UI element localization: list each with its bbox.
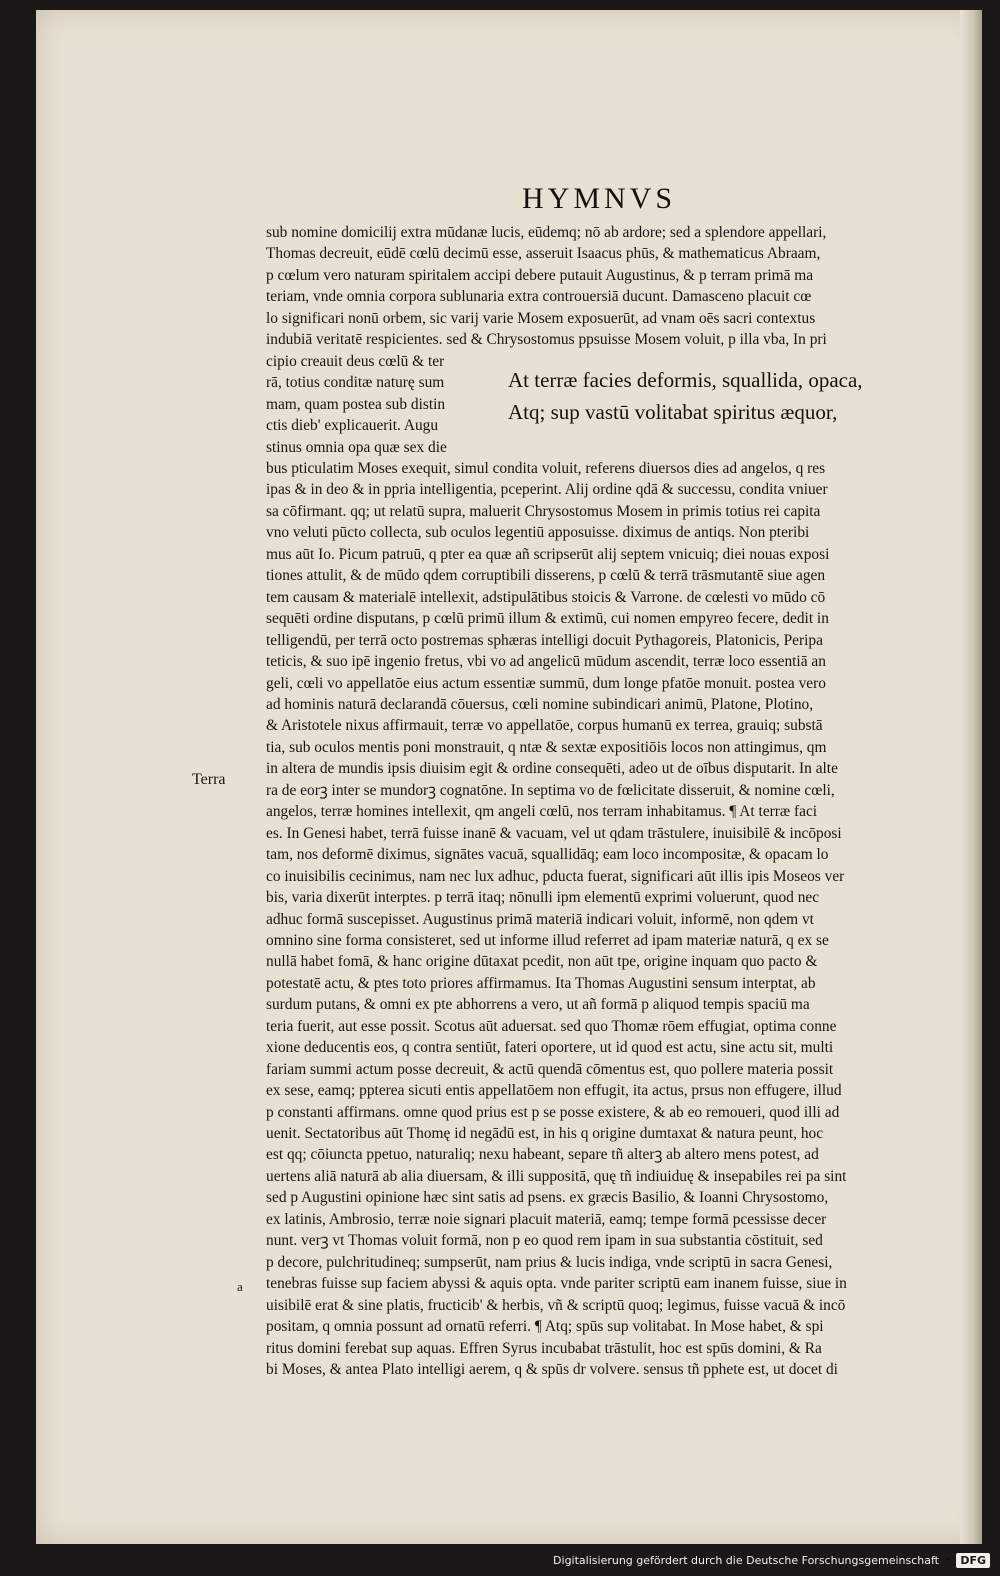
text-line: adhuc formā suscepisset. Augustinus primā materiā indicari voluit, informē, non qdem vt (266, 910, 814, 928)
text-line: nunt. verꝫ vt Thomas voluit formā, non p eo quod rem ipam in sua substantia cōstituit, sed (266, 1232, 823, 1250)
text-line: mam, quam postea sub distin (266, 395, 446, 413)
text-line: tam, nos deformē diximus, signātes vacuā, squallidāq; eam loco incompositæ, & opacam lo (266, 846, 829, 864)
text-line: surdum putans, & omni ex pte abhorrens a vero, ut añ formā p aliquod tempis spaciū ma (266, 996, 810, 1014)
text-line: vno veluti pūcto collecta, sub oculos legentiū apposuisse. diximus de antiqs. Non pteribi (266, 524, 810, 542)
text-line: teria fuerit, aut esse possit. Scotus aūt aduersat. sed quo Thomæ rōem effugiat, optima conne (266, 1017, 837, 1035)
text-line: co inuisibilis cecinimus, nam nec lux adhuc, pducta fuerat, significari aūt illis ipis Moseos ver (266, 867, 845, 885)
text-line: positam, q omnia possunt ad ornatū referri. ¶ Atq; spūs sup volitabat. In Mose habet, & spi (266, 1318, 824, 1336)
text-line: tia, sub oculos mentis poni monstrauit, q ntæ & sextæ expositiōis locos non attingimus, qm (266, 738, 827, 756)
text-line: fariam summi actum posse decreuit, & actū quendā cōmentus est, quo pollere materia possit (266, 1060, 834, 1078)
text-line: potestatē actu, & ptes toto priores affirmamus. Ita Thomas Augustini sensum interptat, ab (266, 974, 816, 992)
text-line: sed p Augustini opinione hæc sint satis ad psens. ex græcis Basilio, & Ioanni Chrysostomo, (266, 1189, 829, 1207)
text-line: ipas & in deo & in ppria intelligentia, pceperint. Alij ordine qdā & successu, condita vniuer (266, 481, 828, 499)
text-line: omnino sine forma consisteret, sed ut informe illud referret ad ipam materiæ naturā, q ex se (266, 931, 829, 949)
footer-text: Digitalisierung gefördert durch die Deutsche Forschungsgemeinschaft (553, 1553, 939, 1567)
footer-bar (0, 1544, 1000, 1576)
text-line: bus pticulatim Moses exequit, simul condita voluit, referens diuersos dies ad angelos, q res (266, 459, 826, 477)
text-line: teticis, & suo ipē ingenio fretus, vbi vo ad angelicū mūdum ascendit, terræ loco essentiā an (266, 653, 826, 671)
text-line: & Aristotele nixus affirmauit, terræ vo appellatōe, corpus humanū ex terrea, grauiq; substā (266, 717, 823, 735)
text-line: sub nomine domicilij extra mūdanæ lucis, eūdemq; nō ab ardore; sed a splendore appellari, (266, 224, 827, 241)
text-line: es. In Genesi habet, terrā fuisse inanē & vacuam, vel ut qdam trāstulere, inuisibilē & incōposi (266, 824, 842, 842)
text-line: indubiā veritatē respicientes. sed & Chrysostomus ppsuisse Mosem voluit, p illa vba, In pri (266, 331, 827, 349)
verse-block (508, 364, 938, 428)
book-page (36, 10, 982, 1544)
text-line: tem causam & materialē intellexit, adstipulātibus stoicis & Varrone. de cœlesti vo mūdo cō (266, 588, 826, 606)
text-line: bis, varia dixerūt interptes. p terrā itaq; nōnulli ipm elementū exprimi voluerunt, quod nec (266, 889, 820, 907)
verse-line: At terræ facies deformis, squallida, opaca, (508, 368, 863, 392)
text-line: nullā habet fomā, & hanc origine dūtaxat pcedit, non aūt tpe, origine inquam quo pacto & (266, 953, 818, 971)
text-line: sa cōfirmant. qq; ut relatū supra, maluerit Chrysostomus Mosem in primis totius rei capita (266, 502, 821, 520)
text-line: bi Moses, & antea Plato intelligi aerem, q & spūs dr volvere. sensus tñ pphete est, ut docet di (266, 1361, 838, 1379)
text-line: geli, cœli vo appellatōe eius actum essentiæ summū, dum longe pfatōe monuit. postea vero (266, 674, 826, 692)
page-edge (960, 10, 982, 1544)
text-line: tiones attulit, & de mūdo qdem corruptibili disserens, p cœlū & terrā trāsmutantē siue agen (266, 567, 826, 585)
dfg-logo: DFG (956, 1553, 990, 1568)
text-line: p decore, pulchritudineq; sumpserūt, nam prius & lucis indiga, vnde scriptū in sacra Genesi, (266, 1253, 833, 1271)
text-line: ex latinis, Ambrosio, terræ noie signari placuit materiā, eamq; tempe formā pcessisse decer (266, 1210, 827, 1228)
text-line: ctis dieb' explicauerit. Augu (266, 417, 439, 435)
text-line: p constanti affirmans. omne quod prius est p se posse existere, & ab eo remoueri, quod illi ad (266, 1103, 840, 1121)
text-line: lo significari nonū orbem, sic varij varie Mosem exposuerūt, ad vnam oēs sacri contextus (266, 309, 816, 327)
text-line: teriam, vnde omnia corpora sublunaria extra controuersiā ducunt. Damasceno placuit cœ (266, 288, 812, 306)
text-line: est qq; cōiuncta ppetuo, naturaliq; nexu habeant, separe tñ alterꝫ ab altero mens potest, ad (266, 1146, 819, 1164)
text-line: ad hominis naturā declarandā cōuersus, cœli nomine subindicari animū, Platone, Plotino, (266, 695, 814, 713)
text-line: Thomas decreuit, eūdē cœlū decimū esse, asseruit Isaacus phūs, & mathematicus Abraam, (266, 245, 821, 263)
page-header: HYMNVS (522, 182, 677, 215)
text-line: angelos, terræ homines intellexit, qm angeli cœlū, nos terram inhabitamus. ¶ At terræ faci (266, 803, 818, 821)
text-line: xione deducentis eos, q contra sentiūt, fateri oportere, ut id quod est actu, sine actu sit, multi (266, 1039, 834, 1057)
text-line: mus aūt Io. Picum patruū, q pter ea quæ añ scripserūt alij septem vnicuiq; diei nouas exposi (266, 545, 830, 563)
text-line: uertens aliā naturā ab alia diuersam, & illi suppositā, quę tñ indiuiduę & insepabiles rei pa sint (266, 1167, 847, 1185)
text-line: cipio creauit deus cœlū & ter (266, 352, 445, 370)
text-line: p cœlum vero naturam spiritalem accipi debere putauit Augustinus, & p terram primā ma (266, 266, 814, 284)
text-line: ra de eorꝫ inter se mundorꝫ cognatōne. In septima vo de fœlicitate disseruit, & nomine cœli, (266, 781, 835, 799)
margin-mark: a (237, 1279, 243, 1294)
text-line: ex sese, eamq; ppterea sicuti entis appellatōem non effugit, ita actus, prsus non effugere, illud (266, 1082, 842, 1100)
footer-separator: · (944, 1551, 951, 1568)
text-line: telligendū, per terrā octo postremas sphæras intelligi docuit Pythagoreis, Platonicis, Peripa (266, 631, 823, 649)
text-line: sequēti ordine disputans, p cœlū primū illum & extimū, cui nomen empyreo fecere, dedit in (266, 610, 829, 628)
text-line: tenebras fuisse sup faciem abyssi & aquis opta. vnde pariter scriptū eam inanem fuisse, siue in (266, 1275, 847, 1293)
text-line: ritus domini ferebat sup aquas. Effren Syrus incubabat trāstulit, hoc est spūs domini, & Ra (266, 1339, 822, 1357)
margin-note: Terra (192, 771, 226, 788)
verse-line: Atq; sup vastū volitabat spiritus æquor, (508, 400, 838, 424)
text-line: stinus omnia opa quæ sex die (266, 438, 447, 456)
text-line: in altera de mundis ipsis diuisim egit & ordine consequēti, adeo ut de oībus disputarit. In alte (266, 760, 838, 778)
text-line: rā, totius conditæ naturę sum (266, 374, 445, 392)
text-line: uenit. Sectatoribus aūt Thomę id negādū est, in his q origine dumtaxat & natura peunt, hoc (266, 1125, 824, 1143)
text-line: uisibilē erat & sine platis, fructicib' & herbis, vñ & scriptū quoq; legimus, fuisse vacuā & incō (266, 1296, 846, 1314)
